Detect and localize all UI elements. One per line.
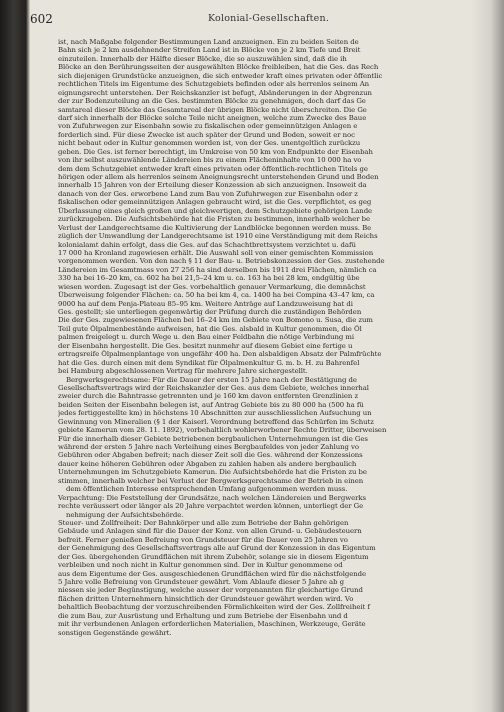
text-line: jedes fertiggestellte km) in höchstens 10 Abschnitten zur ausschliesslichen Aufsuchung un (58, 409, 372, 418)
text-line: verbleiben und noch nicht in Kultur genommen sind. Der in Kultur genommene od (58, 561, 343, 570)
text-line: Steuer- und Zollfreiheit: Der Bahnkörper und alle zum Betriebe der Bahn gehörigen (58, 518, 349, 527)
text-line: dauer keine höheren Gebühren oder Abgaben zu zahlen haben als andere bergbaulich (58, 459, 357, 468)
text-line: Die der Ges. zugewiesenen Flächen bei 16–24 km im Gebiete von Bomono u. Susa, die zum (58, 316, 373, 325)
text-line: Gesellschaftsvertrags wird der Reichskanzler der Ges. aus dem Gebiete, welches innerhal (58, 383, 369, 392)
text-line: behaltlich Beobachtung der vorzuschreibenden Förmlichkeiten wird der Ges. Zollfreiheit f (58, 603, 370, 612)
text-line: rechte veräussert oder länger als 20 Jahre verpachtet werden können, unterliegt der Ge (58, 502, 364, 511)
text-line: ist, nach Maßgabe folgender Bestimmungen Land anzueignen. Ein zu beiden Seiten de (58, 38, 359, 46)
text-line: sich diejenigen Grundstücke anzueignen, die sich entweder kraft eines privaten oder öffentlic (58, 71, 383, 80)
text-line: samtareal dieser Blöcke das Gesamtareal der übrigen Blöcke nicht überschreiten. Die Ge (58, 105, 367, 114)
page-header (30, 12, 470, 28)
text-line: innerhalb 15 Jahren von der Erteilung dieser Konzession ab sich anzueignen. Insoweit da (58, 181, 367, 190)
text-line: der Genehmigung des Gesellschaftsvertrags alle auf Grund der Konzession in das Eigentum (58, 544, 376, 553)
text-line: nicht bebaut oder in Kultur genommen worden ist, von der Ges. unentgeltlich zurückzu (58, 139, 361, 148)
text-line: von ihr selbst auszuwählende Ländereien bis zu einem Flächeninhalte von 10 000 ha vo (58, 156, 362, 165)
text-line: beiden Seiten der Eisenbahn belegen ist, auf Antrag Gebiete bis zu 80 000 ha (500 ha fü (58, 400, 364, 409)
text-line: Überlassung eines gleich großen und gleichwertigen, dem Schutzgebiete gehörigen Lande (58, 206, 373, 215)
text-line: mit ihr verbundenen Anlagen erforderlichen Materialien, Maschinen, Werkzeuge, Geräte (58, 620, 366, 629)
text-line: 9000 ha auf dem Penja-Plateau 85–95 km. Weitere Anträge auf Landzuweisung hat di (58, 299, 353, 308)
text-line: hat die Ges. durch einen mit dem Syndikat für Ölpalmenkultur G. m. b. H. zu Bahrenfel (58, 358, 360, 367)
text-line: flächen dritten Unternehmern hinsichtlich der Grundsteuer gewährt werden wird. Vo (58, 594, 354, 603)
text-line: ertragsreife Ölpalmenplantage von ungefähr 400 ha. Den alsbaldigen Absatz der Palmfrüchte (58, 350, 382, 359)
text-line: aus dem Eigentume der Ges. ausgeschiedenen Grundflächen wird für die nächstfolgende (58, 569, 367, 578)
text-line: bei Hamburg abgeschlossenen Vertrag für mehrere Jahre sichergestellt. (58, 367, 308, 376)
text-line: zweier durch die Bahntrasse getrennten und je 160 km davon entfernten Grenzlinien z (58, 392, 359, 401)
text-line: niessen sie jeder Begünstigung, welche ausser der vorgenannten für gleichartige Grund (58, 586, 363, 595)
text-line: Verlust der Landgerechtsame die Kultivierung der Landblöcke begonnen werden muss. Be (58, 223, 372, 232)
text-line: sonstigen Gegenstände gewährt. (58, 628, 172, 637)
text-line: von Zufuhrwegen zur Eisenbahn sowie zu fiskalischen oder gemeinnützigen Anlagen e (58, 122, 358, 131)
text-line: Unternehmungen im Schutzgebiete Kamerun. Die Aufsichtsbehörde hat die Fristen zu be (58, 468, 367, 477)
text-line: Blöcke an den Berührungsseiten der ausgewählten Blöcke freibleiben, hat die Ges. das Rech (58, 63, 379, 72)
text-line: der zur Bodenzuteilung an die Ges. bestimmten Blöcke zu genehmigen, doch darf das Ge (58, 97, 366, 106)
text-line: Bahn sich je 2 km ausdehnender Streifen Land ist in Blöcke von je 2 km Tiefe und Breit (58, 46, 361, 55)
text-line: die zum Bau, zur Ausrüstung und Erhaltung und zum Betriebe der Eisenbahn und d (58, 611, 348, 620)
text-line: Überweisung folgender Flächen: ca. 50 ha bei km 4, ca. 1400 ha bei Compina 43–47 km, ca (58, 291, 375, 300)
text-line: palmen freigelegt u. durch Wege u. den Bau einer Feldbahn die nötige Verbindung mi (58, 333, 355, 342)
body-text (58, 38, 462, 688)
text-line: forderlich sind. Für diese Zwecke ist auch später der Grund und Boden, soweit er noc (58, 130, 355, 139)
text-line: Gebäude und Anlagen sind für die Dauer der Konz. von allen Grund- u. Gebäudesteuern (58, 527, 362, 536)
text-line: eignungsrecht unterstehen. Der Reichskanzler ist befugt, Abänderungen in der Abgrenzun (58, 88, 372, 97)
text-line: nehmigung der Aufsichtsbehörde. (66, 510, 184, 519)
text-line: einzuteilen. Innerhalb der Hälfte dieser Blöcke, die so auszuwählen sind, daß die ih (58, 54, 347, 63)
text-line: Ländereien im Gesamtmass von 27 256 ha sind derselben bis 1911 drei Flächen, nämlich ca (58, 265, 377, 274)
text-line: züglich der Umwandlung der Landgerechtsame ist 1910 eine Verständigung mit dem Reichs (58, 232, 378, 241)
text-line: Teil gute Ölpalmenbestände aufweisen, hat die Ges. alsbald in Kultur genommen, die Öl (58, 324, 362, 333)
text-line: Gebühren oder Abgaben befreit; nach dieser Zeit soll die Ges. während der Konzessions (58, 451, 363, 460)
text-line: gebiete Kamerun vom 28. 11. 1892), vorbehaltlich wohlerworbener Rechte Dritter, überweisen (58, 426, 387, 435)
text-line: 17 000 ha Kronland zugewiesen erhält. Die Auswahl soll von einer gemischten Kommission (58, 248, 374, 257)
text-line: kolonialamt dahin erfolgt, dass die Ges. auf das Schachtbrettsystem verzichtet u. dafü (58, 240, 356, 249)
text-line: Bergwerksgerechtsame: Für die Dauer der ersten 15 Jahre nach der Bestätigung de (66, 375, 357, 384)
text-line: darf sich innerhalb der Blöcke solche Teile nicht aneignen, welche zum Zwecke des Baue (58, 113, 367, 122)
text-line: stimmen, innerhalb welcher bei Verlust der Bergwerksgerechtsame der Betrieb in einen (58, 476, 364, 485)
text-line: 5 Jahre volle Befreiung von Grundsteuer gewährt. Vom Ablaufe dieser 5 Jahre ab g (58, 578, 344, 586)
text-line: fiskalischen oder gemeinnützigen Anlagen gebraucht wird, ist die Ges. verpflichtet, es geg (58, 198, 372, 207)
text-line: 330 ha bei 16–20 km, ca. 602 ha bei 21,5–24 km u. ca. 163 ha bei 28 km, endgültig übe (58, 274, 360, 283)
text-line: hörigen oder allem als herrenlos seinem Aneignungsrecht unterstehenden Grund und Boden (58, 173, 379, 181)
running-title: Kolonial-Gesellschaften. (208, 13, 330, 24)
text-line: wiesen worden. Zugesagt ist der Ges. vorbehaltlich genauer Vermarkung, die demnächst (58, 282, 366, 291)
text-line: danach von der Ges. erworbene Land zum Bau von Zufuhrwegen zur Eisenbahn oder z (58, 189, 358, 198)
text-line: Für die innerhalb dieser Gebiete betriebenen bergbaulichen Unternehmungen ist die Ges (58, 434, 368, 443)
text-line: zurückzugeben. Die Aufsichtsbehörde hat die Fristen zu bestimmen, innerhalb welcher be (58, 215, 370, 224)
text-line: Ges. gestellt; sie unterliegen gegenwärtig der Prüfung durch die zuständigen Behörden (58, 308, 362, 316)
text-line: während der ersten 5 Jahre nach Verleihung eines Bergbaufeldes von jeder Zahlung vo (58, 443, 359, 451)
page-number: 602 (30, 12, 53, 26)
text-line: Gewinnung von Mineralien (§ 1 der Kaiserl. Verordnung betreffend das Schürfen im Schutz (58, 417, 374, 426)
text-line: vorgenommen werden. Von den nach § 11 der Bau- u. Betriebskonzession der Ges. zustehende (58, 257, 385, 266)
text-line: der Ges. übergehenden Grundflächen mit ihrem Zubehör, solange sie in diesem Eigentum (58, 552, 369, 561)
text-line: geben. Die Ges. ist ferner berechtigt, im Umkreise von 50 km von Endpunkte der Eisenbah (58, 147, 373, 156)
text-line: der Eisenbahn hergestellt. Die Ges. besitzt nunmehr auf diesem Gebiet eine fertige u (58, 341, 353, 350)
text-line: dem öffentlichen Interesse entsprechenden Umfang aufgenommen werden muss. (66, 485, 348, 494)
text-line: dem dem Schutzgebiet entweder kraft eines privaten oder öffentlich-rechtlichen Titels ge (58, 164, 368, 173)
text-line: Verpachtung: Die Feststellung der Grundsätze, nach welchen Ländereien und Bergwerks (58, 493, 366, 502)
text-line: befreit. Ferner genießen Befreiung von Grundsteuer für die Dauer von 25 Jahren vo (58, 535, 348, 544)
text-line: rechtlichen Titels im Eigentume des Schutzgebiets befinden oder als herrenlos seinem An (58, 80, 370, 89)
page-edge-shadow (470, 0, 504, 712)
